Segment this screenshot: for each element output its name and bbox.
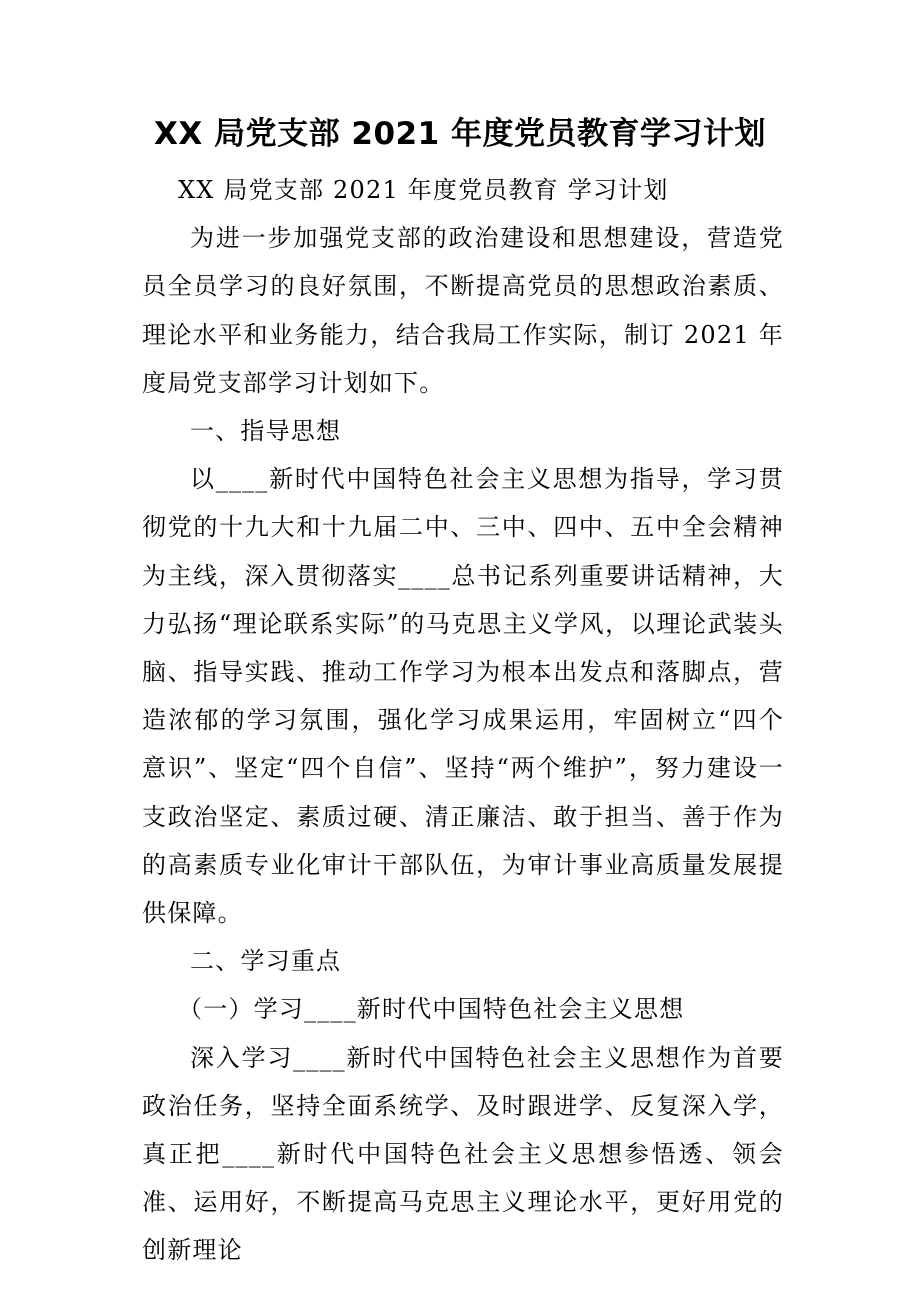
document-title: XX 局党支部 2021 年度党员教育学习计划	[154, 116, 766, 152]
guiding-thought-paragraph: 以____新时代中国特色社会主义思想为指导，学习贯彻党的十九大和十九届二中、三中、四中、五中全会精神为主线，深入贯彻落实____总书记系列重要讲话精神，大力弘扬“理论联系实际”的马克思主义学风，以理论武装头脑、指导实践、推动工作学习为根本出发点和落脚点，营造浓郁的学习氛围，强化学习成果运用，牢固树立“四个意识”、坚定“四个自信”、坚持“两个维护”，努力建设一支政治坚定、素质过硬、清正廉洁、敢于担当、善于作为的高素质专业化审计干部队伍，为审计事业高质量发展提供保障。	[142, 465, 784, 928]
subsection-heading-1: （一）学习____新时代中国特色社会主义思想	[178, 995, 685, 1024]
section-heading-guiding-thought: 一、指导思想	[190, 417, 342, 446]
intro-paragraph: 为进一步加强党支部的政治建设和思想建设，营造党员全员学习的良好氛围，不断提高党员的思想政治素质、理论水平和业务能力，结合我局工作实际，制订 2021 年度局党支部学习计划如下。	[142, 224, 784, 397]
section-heading-study-focus: 二、学习重点	[190, 947, 342, 976]
subsection-1-paragraph: 深入学习____新时代中国特色社会主义思想作为首要政治任务，坚持全面系统学、及时跟进学、反复深入学，真正把____新时代中国特色社会主义思想参悟透、领会准、运用好，不断提高马克思主义理论水平，更好用党的创新理论	[142, 1043, 784, 1265]
document-subtitle: XX 局党支部 2021 年度党员教育 学习计划	[178, 176, 669, 204]
document-body	[142, 166, 784, 1275]
